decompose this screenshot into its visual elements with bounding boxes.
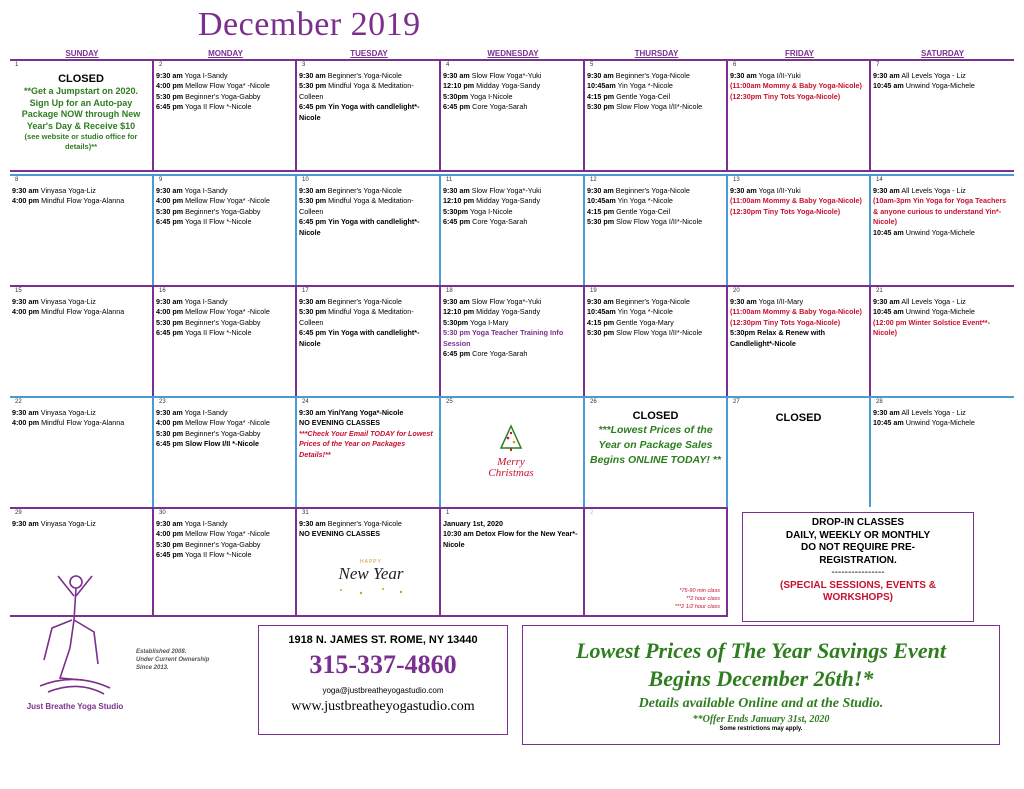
day-number: 31: [302, 510, 309, 516]
event: 9:30 am All Levels Yoga - Liz: [873, 71, 966, 80]
event: 6:45 pm Yoga II Flow *-Nicole: [156, 328, 252, 338]
event: 5:30pm Yoga I-Nicole: [443, 206, 513, 216]
christmas-tree-icon: [497, 424, 525, 452]
event: 5:30 pm Beginner's Yoga-Gabby: [156, 91, 261, 101]
event: 5:30pm Yoga I-Mary: [443, 317, 509, 327]
sale-headline: Lowest Prices of The Year Savings Event: [576, 638, 946, 663]
day-cell-4: [441, 59, 585, 172]
event: 9:30 am Vinyasa Yoga-Liz: [12, 297, 96, 306]
day-number: 27: [733, 399, 740, 405]
day-cell-27: [728, 396, 871, 507]
event: 5:30 pm Beginner's Yoga-Gabby: [156, 317, 261, 327]
event: 6:45 pm Yin Yoga with candlelight*-Nicole: [299, 328, 420, 348]
day-cell-jan-2: [585, 507, 728, 617]
event: 6:45 pm Yoga II Flow *-Nicole: [156, 102, 252, 112]
event-list: [730, 71, 868, 102]
event: 4:15 pm Gentle Yoga-Mary: [587, 317, 674, 327]
event: 9:30 am Vinyasa Yoga-Liz: [12, 186, 96, 195]
event: 4:00 pm Mindful Flow Yoga-Alanna: [12, 196, 125, 206]
day-number: 22: [15, 399, 22, 405]
event-list: [12, 297, 151, 318]
closed-label: CLOSED: [775, 412, 822, 424]
event-list: [156, 408, 294, 450]
event: 9:30 am Vinyasa Yoga-Liz: [12, 519, 96, 528]
event: 10:30 am Detox Flow for the New Year*-Nicole: [443, 529, 578, 549]
day-header-saturday: SATURDAY: [920, 49, 965, 58]
day-number: 10: [302, 177, 309, 183]
event: 9:30 am Slow Flow Yoga*-Yuki: [443, 186, 542, 195]
class-length-legend: *75-90 min class **2 hour class ***2 1/2 hour class: [674, 588, 720, 610]
contact-box: [258, 625, 508, 735]
day-header-sunday: SUNDAY: [65, 49, 99, 58]
day-cell-6: [728, 59, 871, 172]
closed-label: CLOSED: [632, 410, 679, 422]
event: 10:45 am Unwind Yoga-Michele: [873, 227, 975, 237]
day-number: 30: [159, 510, 166, 516]
day-cell-25: [441, 396, 585, 507]
special-event: 5:30 pm Yoga Teacher Training Info Session: [443, 328, 564, 348]
established-note: Established 2008. Under Current Ownership Since 2013.: [136, 649, 210, 671]
drop-in-divider: ----------------: [831, 567, 885, 578]
event-list: [587, 71, 725, 113]
day-cell-15: [10, 285, 154, 396]
event: 4:00 pm Mellow Flow Yoga* -Nicole: [156, 307, 270, 317]
day-number: 16: [159, 288, 166, 294]
day-number: 6: [733, 62, 737, 68]
merry-text: Merry: [497, 456, 525, 468]
sparkle-icon: [331, 586, 411, 596]
day-cell-2: [154, 59, 297, 172]
date-label: January 1st, 2020: [443, 519, 503, 528]
day-cell-28: [871, 396, 1014, 507]
event-list: [730, 297, 868, 349]
savings-event-box: [522, 625, 1000, 745]
day-number: 8: [15, 177, 19, 183]
day-cell-17: [297, 285, 441, 396]
day-cell-10: [297, 174, 441, 285]
drop-in-line-1: DROP-IN CLASSES: [811, 517, 905, 528]
event: 9:30 am Yoga I-Sandy: [156, 297, 228, 306]
sale-start-date: Begins December 26th!*: [648, 666, 874, 691]
phone-number[interactable]: 315-337-4860: [309, 650, 457, 679]
event: 5:30 pm Beginner's Yoga-Gabby: [156, 428, 261, 438]
day-number: 13: [733, 177, 740, 183]
day-number: 11: [446, 177, 453, 183]
day-number: 17: [302, 288, 309, 294]
event: 5:30 pm Slow Flow Yoga I/II*-Nicole: [587, 328, 703, 338]
day-number: 15: [15, 288, 22, 294]
event-list: [730, 186, 868, 217]
event: 9:30 am Yoga I-Sandy: [156, 71, 228, 80]
event-list: [156, 297, 294, 339]
email-link[interactable]: yoga@justbreatheyogastudio.com: [322, 686, 444, 695]
day-cell-5: [585, 59, 728, 172]
event-list: [156, 71, 294, 113]
event-list: [12, 186, 151, 207]
day-cell-18: [441, 285, 585, 396]
day-number: 2: [590, 510, 594, 516]
event-list: [299, 519, 438, 540]
day-number: 1: [446, 510, 450, 516]
event: 9:30 am Yoga I/II-Yuki: [730, 186, 801, 195]
event-list: [443, 519, 582, 550]
event: 9:30 am Yoga I/II-Mary: [730, 297, 804, 306]
happy-text: HAPPY: [360, 559, 382, 565]
day-header-thursday: THURSDAY: [634, 49, 679, 58]
day-number: 12: [590, 177, 597, 183]
event: 6:45 pm Core Yoga-Sarah: [443, 349, 528, 359]
event-list: [873, 186, 1013, 238]
event: 12:10 pm Midday Yoga-Sandy: [443, 307, 541, 317]
event-list: [299, 71, 438, 123]
event: 9:30 am Beginner's Yoga-Nicole: [299, 186, 402, 195]
sale-end-date: **Offer Ends January 31st, 2020: [692, 714, 830, 725]
day-number: 2: [159, 62, 163, 68]
event: 6:45 pm Yin Yoga with candlelight*-Nicole: [299, 102, 420, 122]
special-event: (12:00 pm Winter Solstice Event**-Nicole): [873, 317, 990, 338]
no-evening-classes: NO EVENING CLASSES: [299, 529, 381, 539]
day-cell-23: [154, 396, 297, 507]
event: 9:30 am Yoga I-Sandy: [156, 519, 228, 528]
day-cell-20: [728, 285, 871, 396]
special-event: (12:30pm Tiny Tots Yoga-Nicole): [730, 206, 841, 216]
day-cell-31: [297, 507, 441, 617]
event-list: [443, 71, 582, 113]
day-cell-26: [585, 396, 728, 507]
event: 12:10 pm Midday Yoga-Sandy: [443, 81, 541, 91]
day-number: 21: [876, 288, 883, 294]
event-list: [12, 519, 151, 529]
day-header-friday: FRIDAY: [784, 49, 815, 58]
event: 5:30 pm Slow Flow Yoga I/II*-Nicole: [587, 217, 703, 227]
event-list: [299, 297, 438, 349]
event: 6:45 pm Core Yoga-Sarah: [443, 217, 528, 227]
drop-in-classes-box: [742, 512, 974, 622]
event-list: [156, 519, 294, 561]
event: 4:00 pm Mellow Flow Yoga* -Nicole: [156, 418, 270, 428]
special-event: (12:30pm Tiny Tots Yoga-Nicole): [730, 91, 841, 101]
day-cell-13: [728, 174, 871, 285]
event: 6:45 pm Yoga II Flow *-Nicole: [156, 217, 252, 227]
event-list: [299, 186, 438, 238]
special-event: 5:30pm Relax & Renew with Candlelight*-Nicole: [730, 328, 826, 348]
day-number: 3: [302, 62, 306, 68]
event: 10:45 am Unwind Yoga-Michele: [873, 81, 975, 91]
day-cell-16: [154, 285, 297, 396]
day-number: 20: [733, 288, 740, 294]
event: 9:30 am Beginner's Yoga-Nicole: [587, 71, 690, 80]
event-list: [587, 297, 725, 339]
day-cell-7: [871, 59, 1014, 172]
day-number: 9: [159, 177, 163, 183]
day-header-tuesday: TUESDAY: [350, 49, 388, 58]
sale-restrictions: Some restrictions may apply.: [719, 726, 803, 732]
event: 4:15 pm Gentle Yoga-Ceil: [587, 91, 671, 101]
calendar-title: December 2019: [198, 6, 421, 43]
event: 6:45 pm Slow Flow I/II *-Nicole: [156, 439, 260, 449]
event: 5:30 pm Mindful Yoga & Meditation-Colleen: [299, 81, 414, 101]
event: 9:30 am Yin/Yang Yoga*-Nicole: [299, 408, 404, 417]
event: 9:30 am Yoga I/II-Yuki: [730, 71, 801, 80]
day-cell-30: [154, 507, 297, 617]
event-list: [873, 297, 1013, 339]
day-number: 24: [302, 399, 309, 405]
event: 9:30 am Slow Flow Yoga*-Yuki: [443, 297, 542, 306]
event: 4:00 pm Mindful Flow Yoga-Alanna: [12, 418, 125, 428]
sale-details: Details available Online and at the Studio.: [638, 696, 884, 711]
special-event: (10am-3pm Yin Yoga for Yoga Teachers & anyone curious to understand Yin*-Nicole): [873, 196, 1007, 227]
event: 4:15 pm Gentle Yoga-Ceil: [587, 206, 671, 216]
jumpstart-details: (see website or studio office for details)**: [24, 132, 138, 151]
day-number: 28: [876, 399, 883, 405]
email-notice: ***Check Your Email TODAY for Lowest Prices of the Year on Packages Details!**: [299, 428, 433, 459]
special-event: (11:00am Mommy & Baby Yoga-Nicole): [730, 307, 862, 317]
day-number: 14: [876, 177, 883, 183]
event: 10:45 am Unwind Yoga-Michele: [873, 307, 975, 317]
event: 9:30 am Yoga I-Sandy: [156, 186, 228, 195]
special-event: (11:00am Mommy & Baby Yoga-Nicole): [730, 196, 862, 206]
event: 9:30 am Beginner's Yoga-Nicole: [299, 297, 402, 306]
event: 9:30 am Yoga I-Sandy: [156, 408, 228, 417]
day-cell-jan-1: [441, 507, 585, 617]
event: 9:30 am All Levels Yoga - Liz: [873, 408, 966, 417]
event-list: [156, 186, 294, 228]
event-list: [587, 186, 725, 228]
special-event: (11:00am Mommy & Baby Yoga-Nicole): [730, 81, 862, 91]
event: 5:30 pm Slow Flow Yoga I/II*-Nicole: [587, 102, 703, 112]
event: 5:30 pm Beginner's Yoga-Gabby: [156, 206, 261, 216]
event: 9:30 am Beginner's Yoga-Nicole: [587, 297, 690, 306]
no-evening-classes: NO EVENING CLASSES: [299, 418, 381, 428]
day-number: 26: [590, 399, 597, 405]
event: 10:45am Yin Yoga *-Nicole: [587, 307, 673, 317]
day-cell-9: [154, 174, 297, 285]
new-year-text: New Year: [338, 564, 404, 583]
event: 9:30 am Vinyasa Yoga-Liz: [12, 408, 96, 417]
event-list: [443, 186, 582, 228]
event: 6:45 pm Yin Yoga with candlelight*-Nicole: [299, 217, 420, 237]
day-number: 19: [590, 288, 597, 294]
day-number: 25: [446, 399, 453, 405]
event: 12:10 pm Midday Yoga-Sandy: [443, 196, 541, 206]
day-number: 29: [15, 510, 22, 516]
day-number: 5: [590, 62, 594, 68]
day-number: 1: [15, 62, 19, 68]
event: 9:30 am Slow Flow Yoga*-Yuki: [443, 71, 542, 80]
day-cell-21: [871, 285, 1014, 396]
event-list: [443, 297, 582, 359]
lowest-prices-note: ***Lowest Prices of the Year on Package Sales Begins ONLINE TODAY! **: [590, 424, 721, 466]
day-header-monday: MONDAY: [208, 49, 243, 58]
event: 5:30 pm Beginner's Yoga-Gabby: [156, 539, 261, 549]
christmas-text: Christmas: [488, 467, 534, 479]
event: 9:30 am All Levels Yoga - Liz: [873, 186, 966, 195]
event: 10:45 am Unwind Yoga-Michele: [873, 418, 975, 428]
closed-label: CLOSED: [58, 73, 104, 85]
event: 5:30 pm Mindful Yoga & Meditation-Colleen: [299, 307, 414, 327]
event: 4:00 pm Mellow Flow Yoga* -Nicole: [156, 81, 270, 91]
event: 9:30 am Beginner's Yoga-Nicole: [587, 186, 690, 195]
day-cell-1: [10, 59, 154, 172]
day-number: 23: [159, 399, 166, 405]
event-list: [873, 408, 1013, 429]
merry-christmas-graphic: [471, 424, 551, 494]
event-list: [873, 71, 1013, 92]
day-cell-19: [585, 285, 728, 396]
day-cell-8: [10, 174, 154, 285]
studio-name: Just Breathe Yoga Studio: [26, 702, 124, 711]
event: 9:30 am Beginner's Yoga-Nicole: [299, 71, 402, 80]
event: 9:30 am Beginner's Yoga-Nicole: [299, 519, 402, 528]
drop-in-line-3: DO NOT REQUIRE PRE-REGISTRATION.: [801, 542, 915, 566]
event-list: [12, 408, 151, 429]
day-cell-14: [871, 174, 1014, 285]
day-header-wednesday: WEDNESDAY: [487, 49, 539, 58]
studio-logo: [20, 568, 130, 718]
website-link[interactable]: www.justbreatheyogastudio.com: [291, 699, 475, 714]
day-number: 4: [446, 62, 450, 68]
drop-in-line-2: DAILY, WEEKLY OR MONTHLY: [785, 529, 931, 541]
happy-new-year-graphic: [325, 559, 417, 609]
event: 10:45am Yin Yoga *-Nicole: [587, 81, 673, 91]
event: 5:30 pm Mindful Yoga & Meditation-Colleen: [299, 196, 414, 216]
address: 1918 N. JAMES ST. ROME, NY 13440: [288, 634, 478, 646]
jumpstart-note: **Get a Jumpstart on 2020. Sign Up for an Auto-pay Package NOW through New Year's Day & Receive $10: [21, 86, 141, 131]
day-cell-24: [297, 396, 441, 507]
day-cell-22: [10, 396, 154, 507]
day-cell-3: [297, 59, 441, 172]
event: 6:45 pm Core Yoga-Sarah: [443, 102, 528, 112]
event: 5:30pm Yoga I-Nicole: [443, 91, 513, 101]
event: 9:30 am All Levels Yoga - Liz: [873, 297, 966, 306]
day-number: 18: [446, 288, 453, 294]
yoga-figure-icon: [30, 568, 120, 698]
day-number: 7: [876, 62, 880, 68]
day-cell-12: [585, 174, 728, 285]
day-cell-11: [441, 174, 585, 285]
event-list: [299, 408, 438, 460]
event: 6:45 pm Yoga II Flow *-Nicole: [156, 550, 252, 560]
event: 10:45am Yin Yoga *-Nicole: [587, 196, 673, 206]
event: 4:00 pm Mellow Flow Yoga* -Nicole: [156, 529, 270, 539]
special-event: (12:30pm Tiny Tots Yoga-Nicole): [730, 317, 841, 327]
event: 4:00 pm Mindful Flow Yoga-Alanna: [12, 307, 125, 317]
event: 4:00 pm Mellow Flow Yoga* -Nicole: [156, 196, 270, 206]
drop-in-special: (SPECIAL SESSIONS, EVENTS & WORKSHOPS): [780, 579, 936, 603]
